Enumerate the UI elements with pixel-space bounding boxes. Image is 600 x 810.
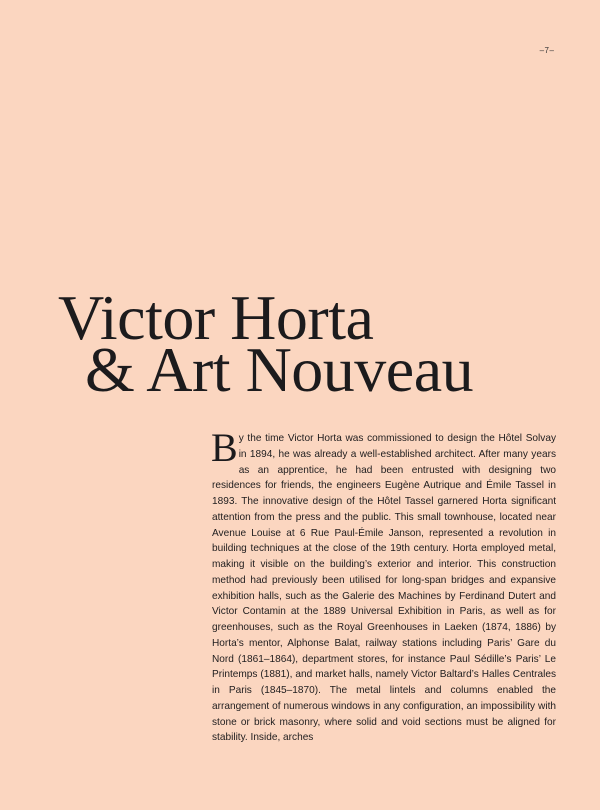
page-number: –7– (539, 46, 555, 55)
chapter-title (58, 282, 474, 405)
chapter-title-line-2: & Art Nouveau (85, 334, 474, 405)
body-paragraph (211, 425, 556, 746)
chapter-title-line-1: Victor Horta (58, 282, 374, 353)
body-text: y the time Victor Horta was commissioned to design the Hôtel Solvay in 1894, he was already a well-established architect. After many years as an apprentice, he had been entrusted with designing two residences for friends, the engineers Eugène Autrique and Émile Tassel in 1893. The innovative design of the Hôtel Tassel garnered Horta significant attention from the press and the public. This small townhouse, located near Avenue Louise at 6 Rue Paul-Émile Janson, represented a revolution in building techniques at the close of the 19th century. Horta employed metal, making it visible on the building’s exterior and interior. This construction method had previously been utilised for long-span bridges and expansive exhibition halls, such as the Galerie des Machines by Ferdinand Dutert and Victor Contamin at the 1889 Universal Exhibition in Paris, as well as for greenhouses, such as the Royal Greenhouses in Laeken (1874, 1886) by Horta’s mentor, Alphonse Balat, railway stations including Paris’ Gare du Nord (1861–1864), department stores, for instance Paul Sédille’s Paris’ Le Printemps (1881), and market halls, namely Victor Baltard’s Halles Centrales in Paris (1845–1870). The metal lintels and columns enabled the arrangement of numerous windows in any configuration, an impossibility with stone or brick masonry, where solid and void sections must be aligned for stability. Inside, arches (212, 433, 556, 744)
drop-cap: B (211, 425, 238, 470)
